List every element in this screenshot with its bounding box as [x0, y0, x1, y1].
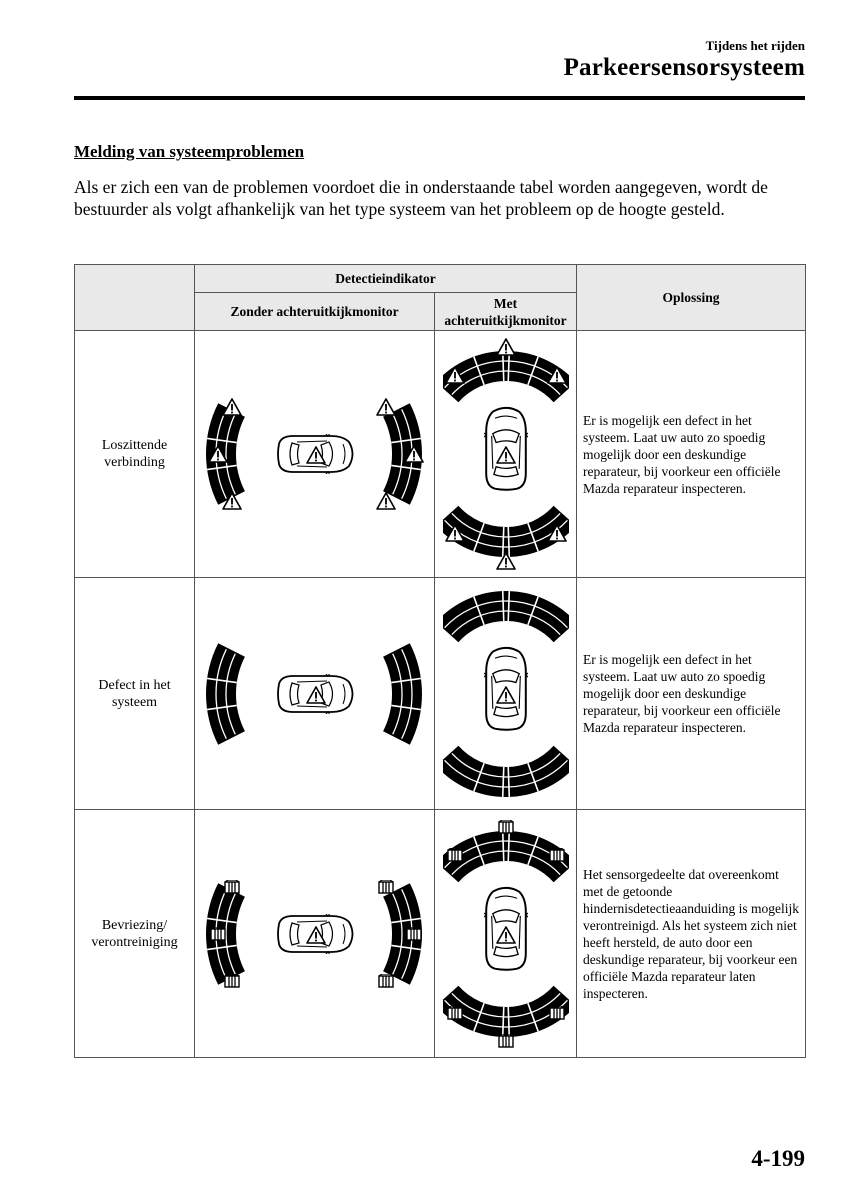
row-label-line2: systeem	[111, 694, 158, 710]
diagram-group	[443, 590, 569, 796]
diagram-group	[443, 820, 569, 1047]
header-without-monitor: Zonder achteruitkijkmonitor	[195, 293, 435, 331]
header-solution: Oplossing	[577, 265, 806, 331]
table-row	[75, 578, 806, 810]
zone-divider-line	[502, 527, 503, 557]
table-row	[75, 331, 806, 578]
warning-icon	[223, 399, 241, 415]
indicator-with-monitor	[435, 810, 577, 1058]
sensor-icon	[550, 1006, 564, 1019]
solution-text: Er is mogelijk een defect in het systeem. Laat uw auto zo spoedig mogelijk door een deskundige reparateur, bij voorkeur een officiële Mazda reparateur inspecteren.	[577, 331, 806, 578]
header-rule	[74, 96, 805, 100]
row-label	[75, 578, 195, 810]
zone-divider-line	[508, 1006, 509, 1036]
zone-divider-line	[502, 591, 503, 621]
sensor-icon	[379, 974, 393, 987]
sensor-icon	[225, 880, 239, 893]
indicator-without-monitor	[195, 810, 435, 1058]
header-with-monitor-line1: Met	[493, 295, 518, 311]
indicator-without-monitor	[195, 578, 435, 810]
sensor-icon	[407, 927, 421, 940]
indicator-diagram-vertical	[443, 817, 569, 1051]
intro-paragraph: Als er zich een van de problemen voordoet die in onderstaande tabel worden aangegeven, wordt de bestuurder als volgt afhankelijk van het type systeem van het probleem op de hoogte gesteld.	[74, 177, 768, 219]
rear-sensor-zone	[443, 506, 569, 557]
header-detection-indicator: Detectieindikator	[195, 265, 577, 293]
indicator-with-monitor	[435, 331, 577, 578]
header-with-monitor	[435, 293, 577, 331]
problem-table	[74, 264, 806, 1058]
sensor-icon	[225, 974, 239, 987]
table-header-row	[75, 265, 806, 293]
solution-text: Het sensorgedeelte dat overeenkomt met de getoonde hindernisdetectieaanduiding is mogelijk verontreinigd. Als het systeem zich niet heeft hersteld, de auto door een deskundige reparateur, bij voorkeur een officiële Mazda reparateur laten inspecteren.	[577, 810, 806, 1058]
diagram-group	[206, 880, 422, 987]
page-number: 4-199	[751, 1146, 805, 1171]
indicator-diagram-vertical	[443, 585, 569, 803]
diagram-group	[206, 643, 422, 745]
zone-divider-line	[508, 831, 509, 861]
zone-divider-line	[502, 1006, 503, 1036]
zone-divider-line	[508, 591, 509, 621]
sensor-icon	[499, 1034, 513, 1047]
sensor-icon	[550, 848, 564, 861]
rear-sensor-zone	[443, 745, 569, 796]
sensor-icon	[379, 880, 393, 893]
sensor-icon	[448, 1006, 462, 1019]
diagram-group	[443, 339, 569, 569]
row-label-line1: Loszittende	[101, 438, 168, 453]
running-header-section: Tijdens het rijden	[705, 38, 805, 53]
page-title: Parkeersensorsysteem	[563, 54, 805, 81]
table-row	[75, 810, 806, 1058]
row-label-line2: verbinding	[104, 455, 165, 470]
row-label	[75, 331, 195, 578]
indicator-without-monitor	[195, 331, 435, 578]
zone-divider-line	[508, 527, 509, 557]
section-heading: Melding van systeemproblemen	[74, 142, 305, 161]
front-sensor-zone	[443, 590, 569, 641]
indicator-with-monitor	[435, 578, 577, 810]
row-label	[75, 810, 195, 1058]
warning-icon	[377, 399, 395, 415]
row-label-line2: verontreiniging	[91, 934, 178, 950]
indicator-diagram-vertical	[443, 337, 569, 571]
sensor-icon	[499, 820, 513, 833]
row-label-line1: Defect in het	[98, 677, 171, 693]
solution-text: Er is mogelijk een defect in het systeem. Laat uw auto zo spoedig mogelijk door een deskundige reparateur, bij voorkeur een officiële Mazda reparateur inspecteren.	[577, 578, 806, 810]
zone-divider-line	[502, 766, 503, 796]
front-sensor-zone	[443, 351, 569, 402]
row-label-line1: Bevriezing/	[101, 917, 168, 933]
zone-divider-line	[508, 766, 509, 796]
sensor-icon	[448, 848, 462, 861]
sensor-icon	[211, 927, 225, 940]
header-with-monitor-line2: achteruitkijkmonitor	[444, 312, 567, 328]
empty-header-cell	[75, 265, 195, 331]
zone-divider-line	[502, 831, 503, 861]
indicator-diagram-horizontal	[200, 629, 430, 759]
diagram-group	[206, 399, 423, 509]
indicator-diagram-horizontal	[200, 389, 430, 519]
indicator-diagram-horizontal	[200, 869, 430, 999]
warning-icon	[497, 339, 515, 355]
